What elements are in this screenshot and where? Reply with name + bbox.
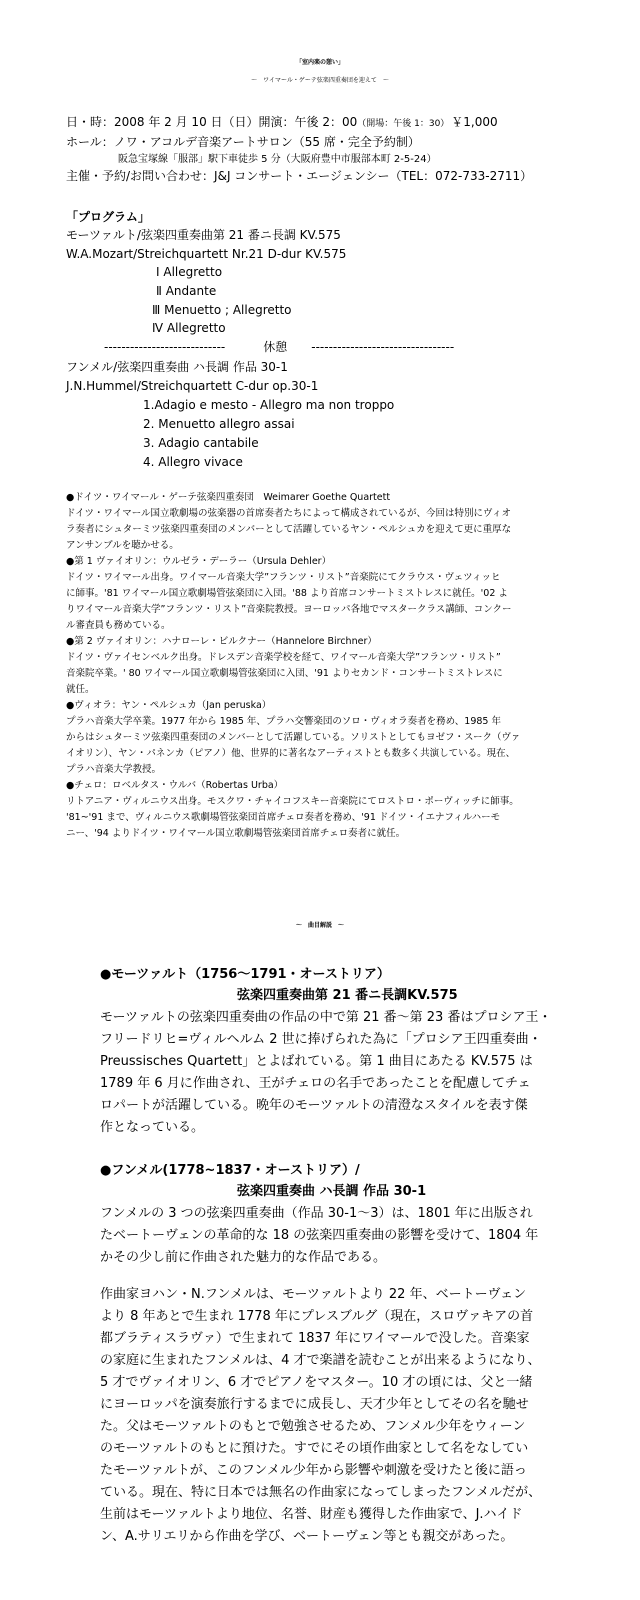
bio-line: プラハ音楽大学卒業。1977 年から 1985 年、プラハ交響楽団のソロ・ヴィオラ奏者を務め、1985 年 xyxy=(66,716,501,727)
mozart-heading: ●モーツァルト（1756～1791・オーストリア） xyxy=(100,967,390,982)
event-datetime xyxy=(66,115,498,130)
hummel-bio-line: 生前はモーツァルトより地位、名誉、財産も獲得した作曲家で、J.ハイド xyxy=(100,1507,523,1522)
intermission-line xyxy=(104,340,454,354)
hummel-bio-line: 都ブラティスラヴァ）で生まれて 1837 年にワイマールで没した。音楽家 xyxy=(100,1331,530,1346)
hummel-bio-line: より 8 年あとで生まれ 1778 年にプレスブルグ（現在，スロヴァキアの首 xyxy=(100,1309,534,1324)
program-work1-jp: モーツァルト/弦楽四重奏曲第 21 番ニ長調 KV.575 xyxy=(66,228,341,242)
hummel-bio-line: 5 才でヴァイオリン、6 才でピアノをマスター。10 才の頃には、父と一緒 xyxy=(100,1375,533,1390)
hummel-bio-line: のモーツァルトのもとに預けた。すでにその頃作曲家として名をなしてい xyxy=(100,1441,529,1456)
bio-line: 就任。 xyxy=(66,684,95,695)
program-work1-de: W.A.Mozart/Streichquartett Nr.21 D-dur KV.575 xyxy=(66,247,347,261)
intermission-dashes-left: ---------------------------- xyxy=(104,340,226,354)
event-date-main: 日・時：2008 年 2 月 10 日（日）開演：午後 2：00 xyxy=(66,115,358,129)
event-door-open: （開場：午後 1：30） xyxy=(357,119,450,129)
hummel-bio-line: の家庭に生まれたフンメルは、4 才で楽譜を読むことが出来るようになり、 xyxy=(100,1353,541,1368)
program-work2-mvt: 3. Adagio cantabile xyxy=(143,436,259,450)
mozart-text-line: 作となっている。 xyxy=(100,1120,205,1135)
hummel-bio-line: にヨーロッパを演奏旅行するまでに成長し、天才少年としてその名を馳せ xyxy=(100,1397,529,1412)
hummel-text-line: フンメルの 3 つの弦楽四重奏曲（作品 30-1～3）は、1801 年に出版され xyxy=(100,1206,533,1221)
hummel-bio-line: ている。現在、特に日本では無名の作曲家になってしまったフンメルだが、 xyxy=(100,1485,542,1500)
event-price: ￥1,000 xyxy=(451,115,498,129)
bio-line: ドイツ・ヴァイセンベルク出身。ドレスデン音楽学校を経て、ワイマール音楽大学”フランツ・リスト” xyxy=(66,652,501,663)
program-work1-mvt: Ⅲ Menuetto ; Allegretto xyxy=(152,303,292,317)
event-access: 阪急宝塚線「服部」駅下車徒歩 5 分（大阪府豊中市服部本町 2-5-24） xyxy=(118,154,437,165)
bio-line: ●ドイツ・ワイマール・ゲーテ弦楽四重奏団 Weimarer Goethe Quartett xyxy=(66,492,391,503)
bio-line: プラハ音楽大学教授。 xyxy=(66,764,162,775)
concert-title: 「室内楽の憩い」 xyxy=(295,59,344,66)
bio-line: ドイツ・ワイマール出身。ワイマール音楽大学”フランツ・リスト”音楽院にてクラウス・ヴェツィッヒ xyxy=(66,572,501,583)
bio-line: ル審査員も務めている。 xyxy=(66,620,171,631)
program-work1-mvt: Ⅱ Andante xyxy=(156,284,217,298)
mozart-text-line: 1789 年 6 月に作曲され、王がチェロの名手であったことを配慮してチェ xyxy=(100,1076,531,1091)
bio-line: ●ヴィオラ：ヤン・ペルシュカ（Jan peruska） xyxy=(66,700,272,711)
event-hall: ホール：ノワ・アコルデ音楽アートサロン（55 席・完全予約制） xyxy=(66,135,420,149)
mozart-text-line: ロパートが活躍している。晩年のモーツァルトの清澄なスタイルを表す傑 xyxy=(100,1098,528,1113)
bio-line: ●第 1 ヴァイオリン：ウルゼラ・デーラー（Ursula Dehler） xyxy=(66,556,332,567)
program-work1-mvt: Ⅰ Allegretto xyxy=(156,265,223,279)
intermission-label: 休憩 xyxy=(263,340,288,354)
bio-line: に師事。'81 ワイマール国立歌劇場管弦楽団に入団。'88 より首席コンサートミストレスに就任。'02 よ xyxy=(66,588,508,599)
bio-line: リトアニア・ヴィルニウス出身。モスクワ・チャイコフスキー音楽院にてロストロ・ポーヴィッチに師事。 xyxy=(66,796,519,807)
mozart-text-line: Preussisches Quartett」とよばれている。第 1 曲目にあたる KV.575 は xyxy=(100,1054,533,1069)
mozart-text-line: モーツァルトの弦楽四重奏曲の作品の中で第 21 番～第 23 番はプロシア王・ xyxy=(100,1010,552,1025)
notes-heading: ～ 曲目解説 ～ xyxy=(295,922,344,929)
bio-line: 音楽院卒業。' 80 ワイマール国立歌劇場管弦楽団に入団、'91 よりセカンド・コンサートミストレスに xyxy=(66,668,503,679)
intermission-dashes-right: --------------------------------- xyxy=(311,340,455,354)
hummel-work-title: 弦楽四重奏曲 ハ長調 作品 30-1 xyxy=(237,1184,427,1199)
hummel-text-line: たベートーヴェンの革命的な 18 の弦楽四重奏曲の影響を受けて、1804 年 xyxy=(100,1228,539,1243)
hummel-text-line: かその少し前に作曲された魅力的な作品である。 xyxy=(100,1250,387,1265)
bio-line: りワイマール音楽大学”フランツ・リスト”音楽院教授。ヨーロッパ各地でマスタークラス講師、コンクー xyxy=(66,604,512,615)
event-contact: 主催・予約/お問い合わせ：J&J コンサート・エージェンシー（TEL：072-733-2711） xyxy=(66,169,533,183)
hummel-bio-line: たモーツァルトが、このフンメル少年から影響や刺激を受けたと後に語っ xyxy=(100,1463,527,1478)
program-work2-mvt: 1.Adagio e mesto - Allegro ma non troppo xyxy=(143,398,395,412)
hummel-bio-line: 作曲家ヨハン・N.フンメルは、モーツァルトより 22 年、ベートーヴェン xyxy=(100,1287,527,1302)
hummel-bio-line: た。父はモーツァルトのもとで勉強させるため、フンメル少年をウィーン xyxy=(100,1419,526,1434)
hummel-bio-line: ン、A.サリエリから作曲を学び、ベートーヴェン等とも親交があった。 xyxy=(100,1529,514,1544)
bio-line: イオリン）、ヤン・パネンカ（ピアノ）他、世界的に著名なアーティストとも数多く共演している。現在、 xyxy=(66,748,516,759)
bio-line: ドイツ・ワイマール国立歌劇場の弦楽器の首席奏者たちによって構成されているが、今回は特別にヴィオ xyxy=(66,508,511,519)
program-work2-de: J.N.Hummel/Streichquartett C-dur op.30-1 xyxy=(66,379,319,393)
bio-line: アンサンブルを聴かせる。 xyxy=(66,540,179,551)
program-work1-mvt: Ⅳ Allegretto xyxy=(152,321,226,335)
program-work2-mvt: 4. Allegro vivace xyxy=(143,455,243,469)
bio-line: '81~'91 まで、ヴィルニウス歌劇場管弦楽団首席チェロ奏者を務め、'91 ドイツ・イエナフィルハーモ xyxy=(66,812,501,823)
bio-line: ラ奏者にシュターミツ弦楽四重奏団のメンバーとして活躍しているヤン・ペルシュカを迎えて更に重厚な xyxy=(66,524,512,535)
program-heading: 「プログラム」 xyxy=(66,210,150,224)
program-work2-jp: フンメル/弦楽四重奏曲 ハ長調 作品 30-1 xyxy=(66,360,288,374)
bio-line: ニー、'94 よりドイツ・ワイマール国立歌劇場管弦楽団首席チェロ奏者に就任。 xyxy=(66,828,406,839)
mozart-text-line: フリードリヒ=ヴィルヘルム 2 世に捧げられた為に「プロシア王四重奏曲・ xyxy=(100,1032,542,1047)
program-work2-mvt: 2. Menuetto allegro assai xyxy=(143,417,295,431)
bio-line: ●チェロ：ロベルタス・ウルバ（Robertas Urba） xyxy=(66,780,284,791)
concert-subtitle: ～ ワイマール・ゲーテ弦楽四重奏団を迎えて ～ xyxy=(251,77,389,84)
bio-line: ●第 2 ヴァイオリン：ハナローレ・ビルクナー（Hannelore Birchner） xyxy=(66,636,377,647)
hummel-heading: ●フンメル(1778~1837・オーストリア）/ xyxy=(100,1163,360,1178)
mozart-work-title: 弦楽四重奏曲第 21 番ニ長調KV.575 xyxy=(237,988,458,1003)
bio-line: からはシュターミツ弦楽四重奏団のメンバーとして活躍している。ソリストとしてもヨゼフ・スーク（ヴァ xyxy=(66,732,521,743)
